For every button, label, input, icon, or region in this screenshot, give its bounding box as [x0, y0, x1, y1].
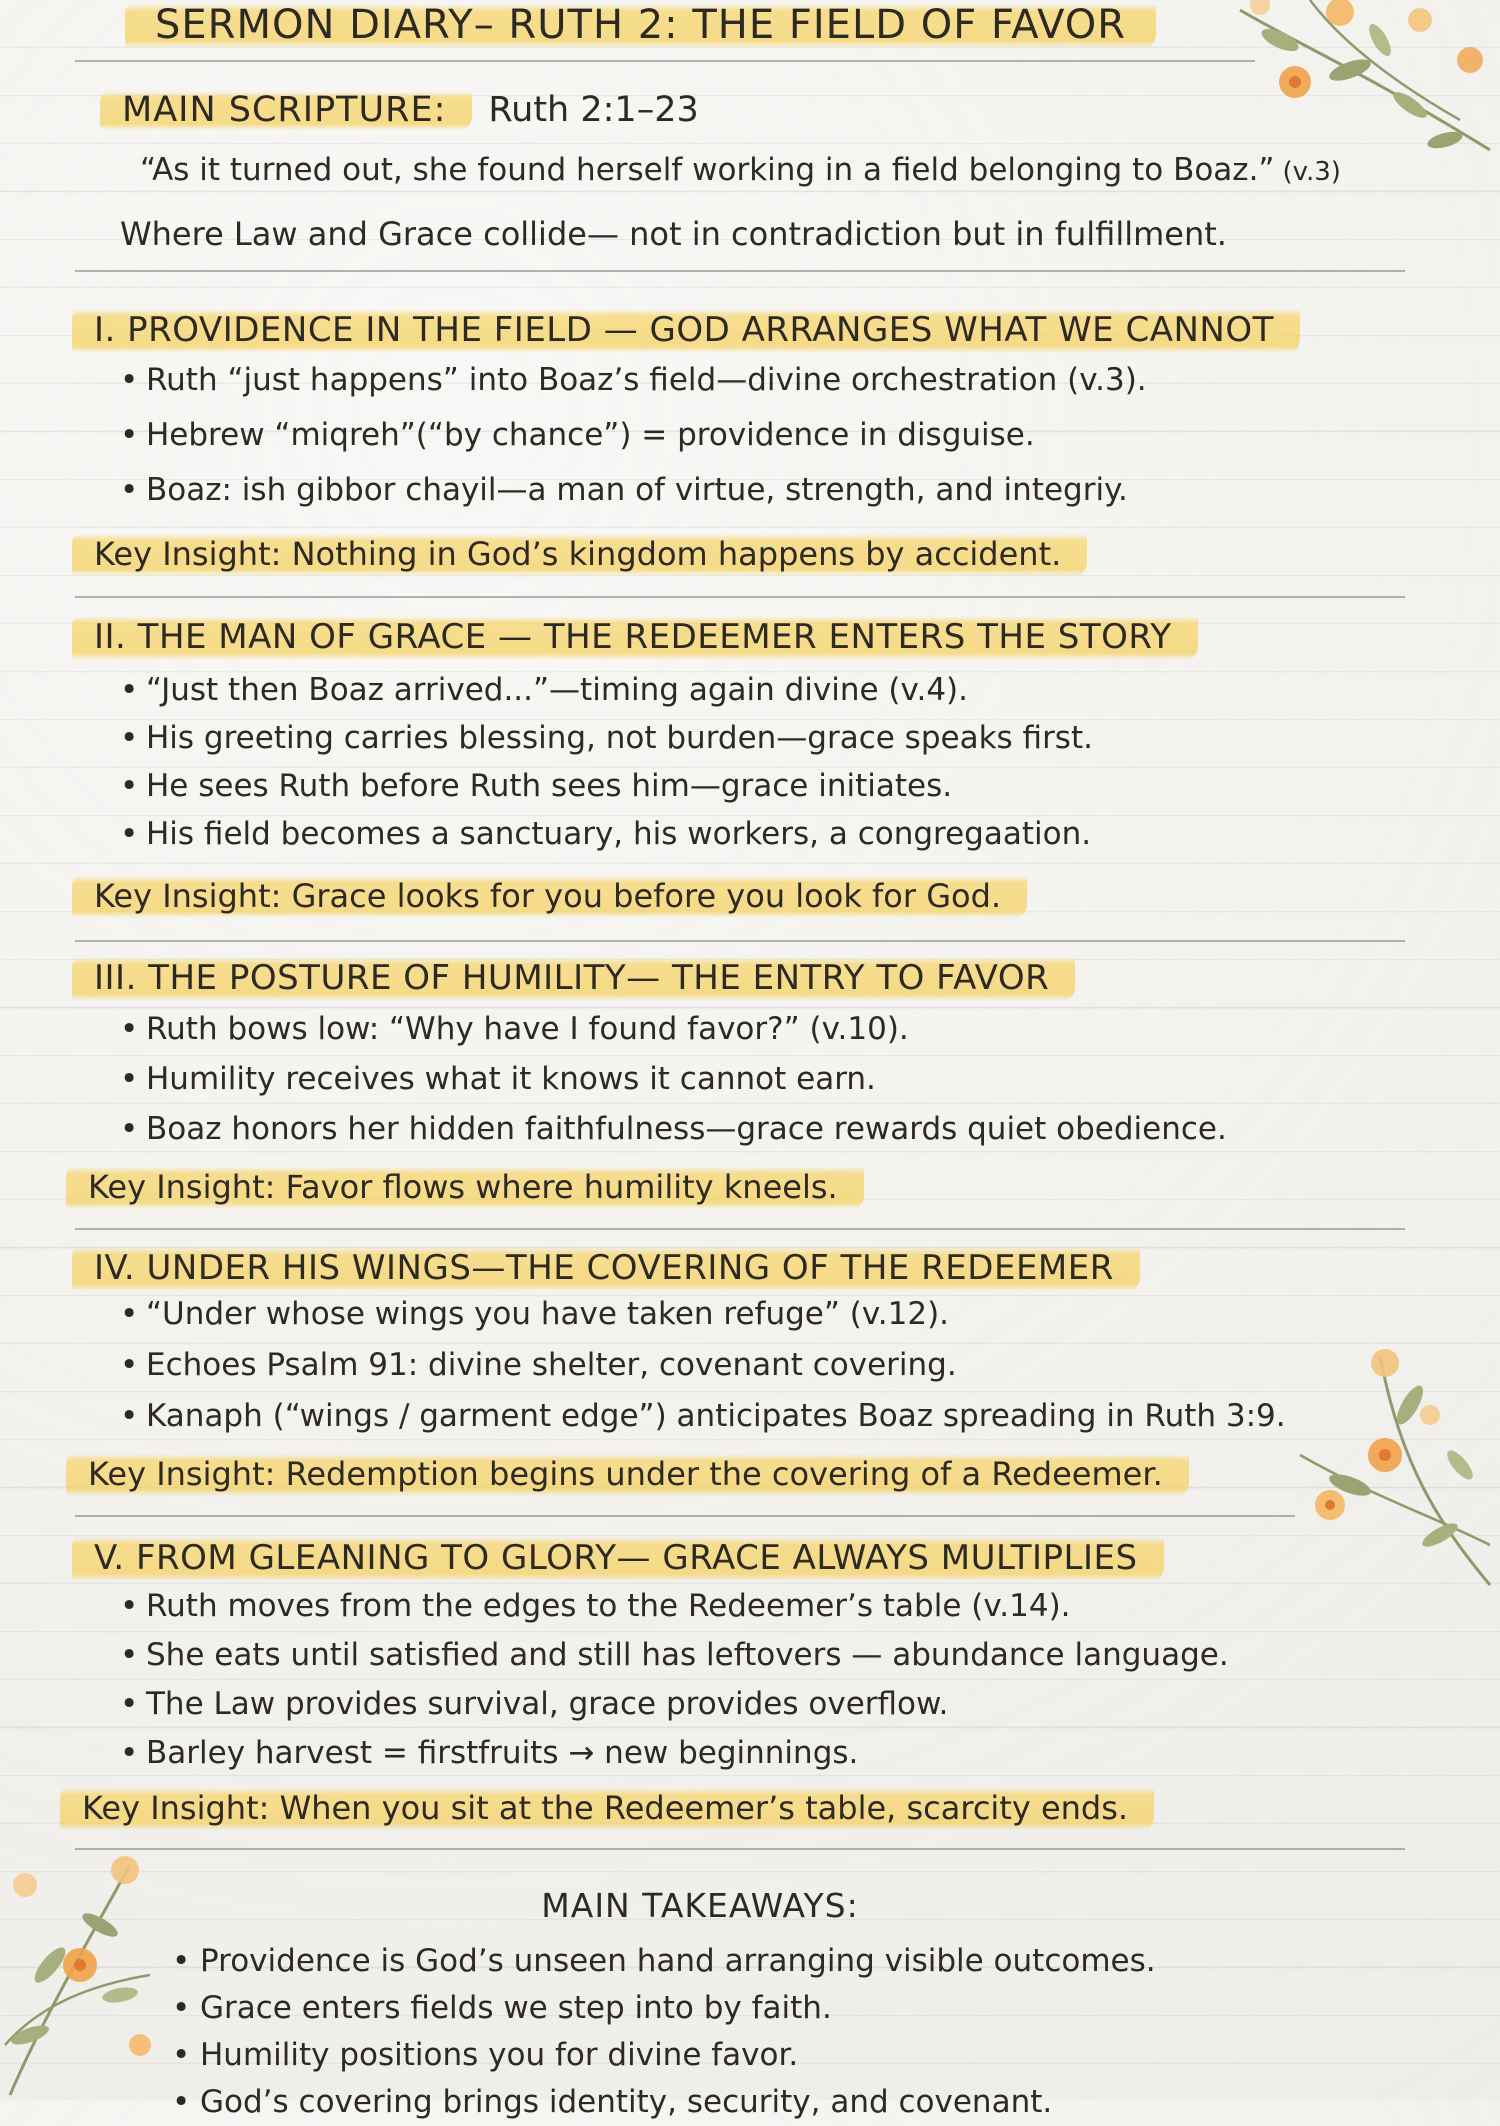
bullet-item: • Kanaph (“wings / garment edge”) anticipates Boaz spreading in Ruth 3:9. — [120, 1398, 1286, 1434]
bullet-item: • Echoes Psalm 91: divine shelter, covenant covering. — [120, 1347, 1286, 1383]
bullet-item: • She eats until satisfied and still has leftovers — abundance language. — [120, 1637, 1229, 1673]
takeaway-item: • Providence is God’s unseen hand arranging visible outcomes. — [172, 1938, 1156, 1985]
bullet-item: • “Just then Boaz arrived...”—timing again divine (v.4). — [120, 672, 1093, 708]
key-insight: Key Insight: Grace looks for you before you look for God. — [72, 872, 1027, 920]
section-divider — [75, 1848, 1405, 1850]
bullet-item: • His field becomes a sanctuary, his workers, a congregaation. — [120, 816, 1093, 852]
bullet-item: • Ruth moves from the edges to the Redeemer’s table (v.14). — [120, 1588, 1229, 1624]
section-divider — [75, 596, 1405, 598]
section-title: III. THE POSTURE OF HUMILITY— THE ENTRY TO FAVOR — [72, 953, 1075, 1003]
bullet-item: • Humility receives what it knows it cannot earn. — [120, 1061, 1227, 1097]
key-insight: Key Insight: Redemption begins under the covering of a Redeemer. — [66, 1450, 1189, 1498]
section-bullets — [120, 1296, 1286, 1434]
section-divider — [75, 940, 1405, 942]
floral-decoration-right-icon — [1290, 1345, 1500, 1595]
section-divider — [75, 1515, 1295, 1517]
bullet-item: • The Law provides survival, grace provides overflow. — [120, 1686, 1229, 1722]
bullet-item: • Ruth bows low: “Why have I found favor?” (v.10). — [120, 1011, 1227, 1047]
bullet-item: • Hebrew “miqreh”(“by chance”) = providence in disguise. — [120, 417, 1147, 453]
section-bullets — [120, 1011, 1227, 1147]
takeaways-list — [172, 1938, 1156, 2126]
title-divider — [75, 60, 1255, 62]
quote-text: “As it turned out, she found herself working in a field belonging to Boaz.” — [140, 152, 1275, 188]
scripture-label: MAIN SCRIPTURE: — [100, 88, 472, 132]
section-title: IV. UNDER HIS WINGS—THE COVERING OF THE REDEEMER — [72, 1243, 1140, 1293]
section-divider — [75, 1228, 1405, 1230]
bullet-item: • Boaz: ish gibbor chayil—a man of virtue, strength, and integriy. — [120, 472, 1147, 508]
section-bullets — [120, 1588, 1229, 1771]
scripture-reference: Ruth 2:1–23 — [488, 90, 699, 130]
takeaway-item: • Humility positions you for divine favor. — [172, 2032, 1156, 2079]
scripture-quote — [140, 152, 1341, 188]
section-bullets — [120, 672, 1093, 852]
key-insight: Key Insight: Nothing in God’s kingdom happens by accident. — [72, 530, 1087, 578]
takeaway-item: • Grace enters fields we step into by faith. — [172, 1985, 1156, 2032]
section-title: V. FROM GLEANING TO GLORY— GRACE ALWAYS MULTIPLIES — [72, 1533, 1164, 1583]
scripture-line — [100, 88, 699, 132]
bullet-item: • Barley harvest = firstfruits → new beginnings. — [120, 1735, 1229, 1771]
page-title: SERMON DIARY– RUTH 2: THE FIELD OF FAVOR — [125, 0, 1156, 50]
key-insight: Key Insight: Favor flows where humility kneels. — [66, 1163, 864, 1211]
takeaway-item: • God’s covering brings identity, security, and covenant. — [172, 2079, 1156, 2126]
bullet-item: • His greeting carries blessing, not burden—grace speaks first. — [120, 720, 1093, 756]
floral-decoration-top-right-icon — [1200, 0, 1500, 160]
key-insight: Key Insight: When you sit at the Redeemer’s table, scarcity ends. — [60, 1784, 1154, 1832]
bullet-item: • Boaz honors her hidden faithfulness—grace rewards quiet obedience. — [120, 1111, 1227, 1147]
scripture-divider — [75, 270, 1405, 272]
takeaways-title: MAIN TAKEAWAYS: — [541, 1886, 859, 1925]
section-title: I. PROVIDENCE IN THE FIELD — GOD ARRANGES WHAT WE CANNOT — [72, 305, 1300, 355]
bullet-item: • He sees Ruth before Ruth sees him—grace initiates. — [120, 768, 1093, 804]
bullet-item: • Ruth “just happens” into Boaz’s field—divine orchestration (v.3). — [120, 362, 1147, 398]
bullet-item: • “Under whose wings you have taken refuge” (v.12). — [120, 1296, 1286, 1332]
floral-decoration-bottom-left-icon — [0, 1845, 170, 2100]
quote-verse-ref: (v.3) — [1282, 157, 1341, 187]
section-title: II. THE MAN OF GRACE — THE REDEEMER ENTERS THE STORY — [72, 612, 1198, 662]
section-bullets — [120, 362, 1147, 508]
thesis-statement: Where Law and Grace collide— not in contradiction but in fulfillment. — [120, 215, 1227, 253]
